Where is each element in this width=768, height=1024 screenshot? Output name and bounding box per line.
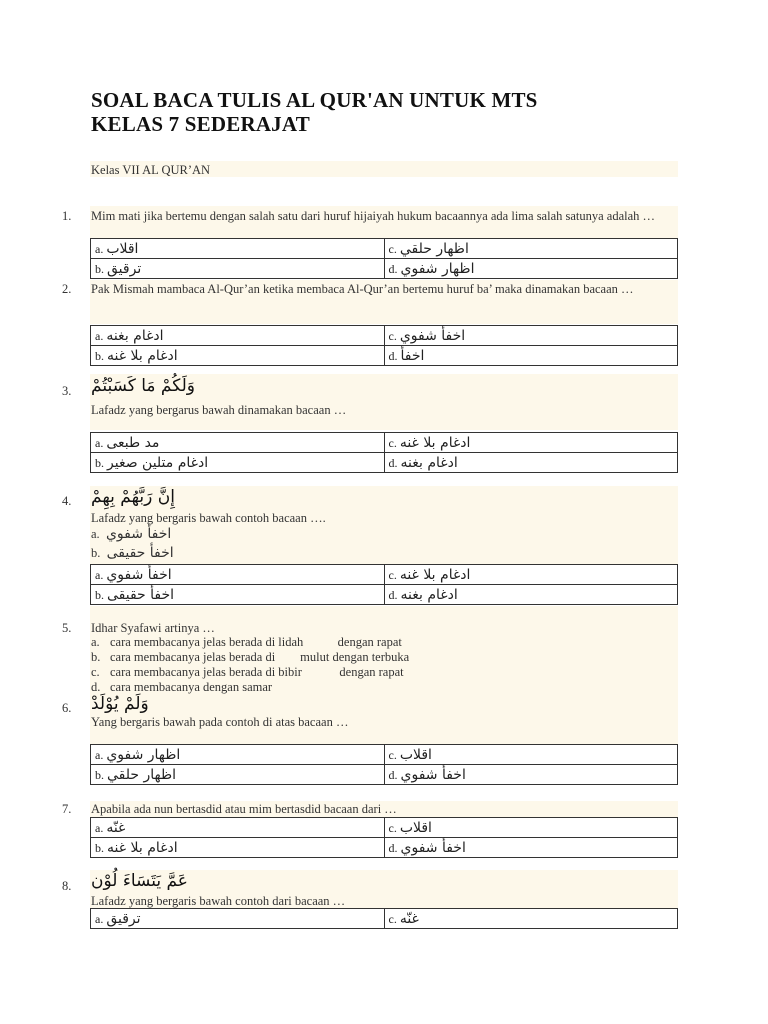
- q4-option-d[interactable]: d. ادغام بغنه: [384, 585, 678, 605]
- q3-question: Lafadz yang bergarus bawah dinamakan bacaan …: [91, 403, 347, 417]
- q6-option-c[interactable]: c. اقلاب: [384, 745, 678, 765]
- q6-number: 6.: [62, 701, 72, 715]
- q3-option-d[interactable]: d. ادغام بغنه: [384, 453, 678, 473]
- q3-arabic-verse: وَلَكُمْ مَا كَسَبْتُمْ: [91, 376, 196, 396]
- q7-option-a[interactable]: a. غنّه: [91, 818, 385, 838]
- q5-options-list: [91, 635, 409, 695]
- q8-question: Lafadz yang bergaris bawah contoh dari bacaan …: [91, 894, 346, 908]
- q6-option-d[interactable]: d. اخفأ شفوي: [384, 765, 678, 785]
- q1-option-c[interactable]: c. اظهار حلقي: [384, 239, 678, 259]
- q1-option-a[interactable]: a. اقلاب: [91, 239, 385, 259]
- q5-option-a[interactable]: a. cara membacanya jelas berada di lidah dengan rapat: [91, 635, 402, 649]
- q8-option-a[interactable]: a. ترقيق: [91, 909, 385, 929]
- q2-option-b[interactable]: b. ادغام بلا غنه: [91, 346, 385, 366]
- title-line-1: SOAL BACA TULIS AL QUR'AN UNTUK MTS: [91, 88, 538, 112]
- q3-number: 3.: [62, 384, 72, 398]
- q3-option-c[interactable]: c. ادغام بلا غنه: [384, 433, 678, 453]
- q6-question: Yang bergaris bawah pada contoh di atas bacaan …: [91, 715, 349, 729]
- q8-option-c[interactable]: c. غنّه: [384, 909, 678, 929]
- q4-preview-option-a: a. اخفأ شفوي: [91, 526, 172, 542]
- q2-options-table: [90, 325, 678, 366]
- q1-question: Mim mati jika bertemu dengan salah satu dari huruf hijaiyah hukum bacaannya ada lima salah satunya adalah …: [91, 209, 656, 223]
- q2-number: 2.: [62, 282, 72, 296]
- q7-question: Apabila ada nun bertasdid atau mim bertasdid bacaan dari …: [91, 802, 397, 816]
- q6-options-table: [90, 744, 678, 785]
- q3-option-b[interactable]: b. ادغام متلين صغير: [91, 453, 385, 473]
- q2-option-c[interactable]: c. اخفأ شفوي: [384, 326, 678, 346]
- q1-options-table: [90, 238, 678, 279]
- q5-number: 5.: [62, 621, 72, 635]
- q2-option-d[interactable]: d. اخفأ: [384, 346, 678, 366]
- q2-option-a[interactable]: a. ادغام بغنه: [91, 326, 385, 346]
- q6-option-b[interactable]: b. اظهار حلقي: [91, 765, 385, 785]
- q4-shade: [90, 486, 678, 564]
- q1-number: 1.: [62, 209, 72, 223]
- q4-option-b[interactable]: b. اخفأ حقيقى: [91, 585, 385, 605]
- q5-option-c[interactable]: c. cara membacanya jelas berada di bibir dengan rapat: [91, 665, 404, 679]
- q3-option-a[interactable]: a. مد طبعى: [91, 433, 385, 453]
- q5-option-b[interactable]: b. cara membacanya jelas berada di mulut dengan terbuka: [91, 650, 410, 664]
- q8-options-table: [90, 908, 678, 929]
- q4-arabic-verse: إِنَّ رَبَّهُمْ بِهِمْ: [91, 487, 175, 507]
- q7-option-b[interactable]: b. ادغام بلا غنه: [91, 838, 385, 858]
- q7-number: 7.: [62, 802, 72, 816]
- q7-option-d[interactable]: d. اخفأ شفوي: [384, 838, 678, 858]
- q6-option-a[interactable]: a. اظهار شفوي: [91, 745, 385, 765]
- q1-option-d[interactable]: d. اظهار شفوي: [384, 259, 678, 279]
- q5-question: Idhar Syafawi artinya …: [91, 621, 215, 635]
- page-title: [91, 88, 538, 136]
- q5-option-d[interactable]: d. cara membacanya dengan samar: [91, 680, 273, 694]
- q8-arabic-verse: عَمَّ يَتَسَاءَ لُوْن: [91, 871, 188, 891]
- q4-question: Lafadz yang bergaris bawah contoh bacaan ….: [91, 511, 326, 525]
- q3-options-table: [90, 432, 678, 473]
- class-label: Kelas VII AL QUR’AN: [91, 163, 211, 177]
- q4-option-a[interactable]: a. اخفأ شفوي: [91, 565, 385, 585]
- q7-option-c[interactable]: c. اقلاب: [384, 818, 678, 838]
- q2-question: Pak Mismah mambaca Al-Qur’an ketika membaca Al-Qur’an bertemu huruf ba’ maka dinamakan bacaan …: [91, 282, 634, 296]
- q8-number: 8.: [62, 879, 72, 893]
- q6-arabic-verse: وَلَمْ يُوْلَدْ: [91, 694, 149, 714]
- q4-preview-option-b: b. اخفأ حقيقى: [91, 545, 174, 561]
- q7-options-table: [90, 817, 678, 858]
- q4-options-table: [90, 564, 678, 605]
- q4-option-c[interactable]: c. ادغام بلا غنه: [384, 565, 678, 585]
- title-line-2: KELAS 7 SEDERAJAT: [91, 112, 310, 136]
- q1-option-b[interactable]: b. ترقيق: [91, 259, 385, 279]
- q4-number: 4.: [62, 494, 72, 508]
